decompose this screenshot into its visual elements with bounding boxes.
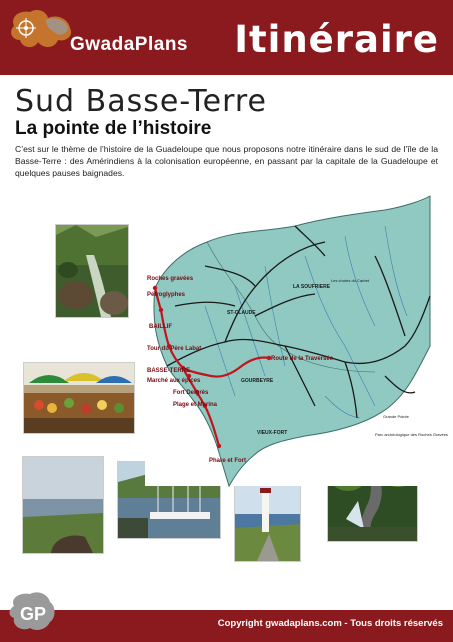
brand-logo-text: GwadaPlans (70, 34, 188, 55)
map-label-chutes: Les chutes du Carbet (331, 278, 370, 283)
map-label-vieuxfort: VIEUX-FORT (257, 430, 288, 436)
page-subtitle: La pointe de l’histoire (15, 118, 212, 139)
photo-petroglyph-forest (55, 224, 129, 318)
gp-badge-icon (8, 590, 58, 636)
map-label-parc: Parc archéologique des Roches Gravées (375, 432, 448, 437)
map-label-soufriere: LA SOUFRIERE (293, 284, 331, 290)
map-label-tour: Tour du Père Labat (147, 346, 202, 352)
map-label-baillif: BAILLIF (149, 324, 172, 330)
map-label-petroglyphes: Pétroglyphes (147, 292, 186, 298)
map-label-stclaude: ST-CLAUDE (227, 310, 256, 316)
map-label-gourbeyre: GOURBEYRE (241, 378, 274, 384)
guadeloupe-logo-icon (6, 6, 76, 68)
map-label-marche: Marché aux épices (147, 378, 201, 384)
photo-spice-market (23, 362, 135, 434)
map-label-roches: Roches gravées (147, 276, 194, 282)
itinerary-map (145, 196, 448, 486)
gp-badge-text: GP (20, 604, 47, 624)
map-label-plage: Plage et Marina (173, 402, 218, 408)
map-label-grandepointe: Grande Pointe (383, 414, 409, 419)
map-label-phare: Phare et Fort (209, 458, 247, 464)
intro-paragraph: C’est sur le thème de l’histoire de la Guadeloupe que nous proposons notre itinéraire dans le sud de l’île de la Basse-Terre : des Amérindiens à la colonisation européenne, en passant par la capitale de la Guadeloupe et quelques pauses baignades. (15, 144, 438, 178)
map-label-route: Route de la Traversée (271, 356, 334, 362)
copyright-text: Copyright gwadaplans.com - Tous droits réservés (217, 618, 443, 629)
map-label-fort: Fort Delgrès (173, 390, 209, 396)
header-title: Itinéraire (234, 18, 439, 61)
page-title: Sud Basse-Terre (15, 84, 268, 119)
map-label-basseterre: BASSE-TERRE (147, 368, 191, 374)
photo-lighthouse (234, 473, 301, 562)
photo-fort-delgres (22, 456, 104, 554)
